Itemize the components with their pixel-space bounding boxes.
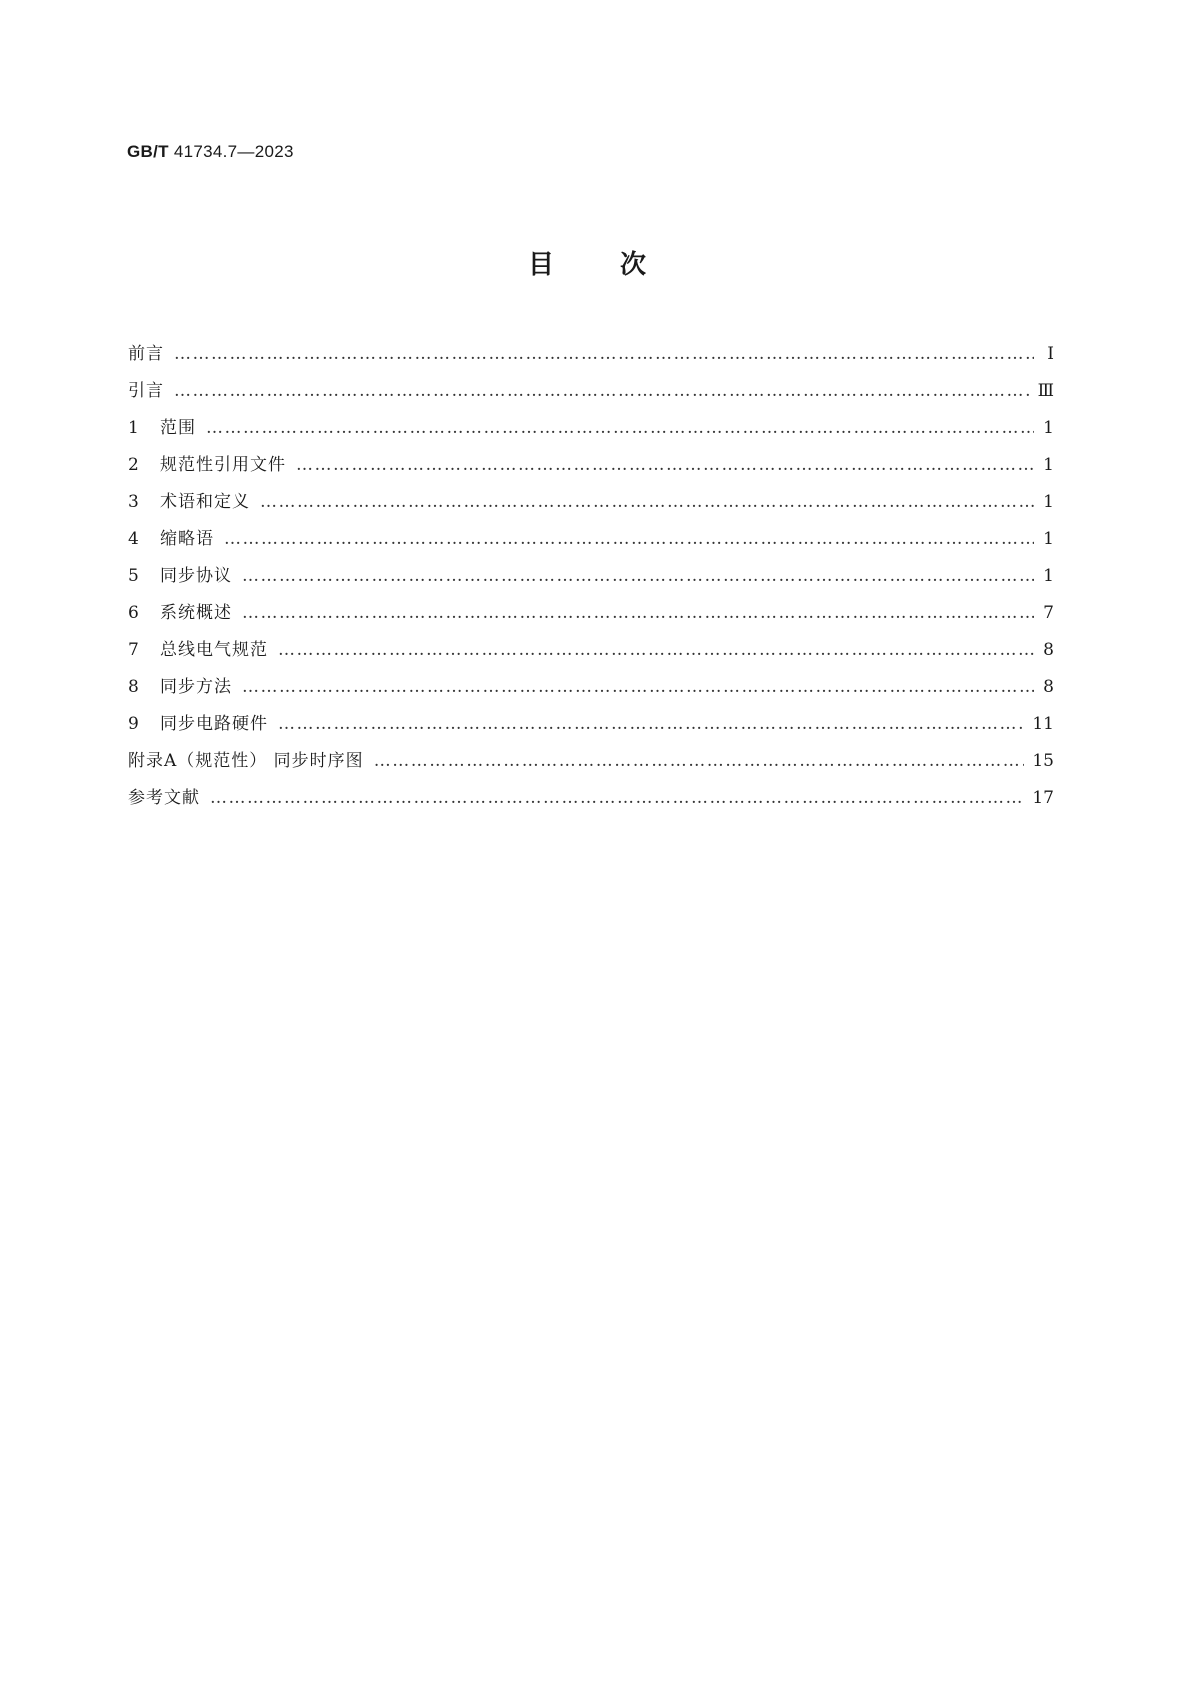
toc-leader-dots — [210, 788, 1024, 808]
toc-entry-abbreviations[interactable] — [128, 524, 1054, 561]
standard-code — [127, 142, 294, 162]
toc-entry-page: 7 — [1043, 603, 1054, 623]
toc-entry-sync-hardware[interactable] — [128, 709, 1054, 746]
toc-leader-dots — [206, 418, 1034, 438]
toc-entry-bibliography[interactable] — [128, 783, 1054, 820]
toc-entry-bus-electrical[interactable] — [128, 635, 1054, 672]
toc-entry-page: 8 — [1043, 640, 1054, 660]
toc-entry-page: 1 — [1043, 455, 1054, 475]
toc-entry-label: 缩略语 — [160, 529, 214, 549]
toc-entry-number: 5 — [128, 566, 139, 586]
toc-entry-normative-references[interactable] — [128, 450, 1054, 487]
toc-leader-dots — [174, 344, 1034, 364]
toc-leader-dots — [374, 751, 1025, 771]
toc-entry-page: 17 — [1032, 788, 1054, 808]
toc-entry-page: 1 — [1043, 529, 1054, 549]
toc-entry-page: 11 — [1032, 714, 1054, 734]
toc-leader-dots — [278, 640, 1034, 660]
toc-entry-page: 1 — [1043, 566, 1054, 586]
toc-entry-number: 2 — [128, 455, 139, 475]
toc-entry-label: 同步电路硬件 — [160, 714, 268, 734]
toc-leader-dots — [260, 492, 1034, 512]
toc-entry-page: 15 — [1032, 751, 1054, 771]
toc-entry-number: 7 — [128, 640, 139, 660]
toc-entry-number: 4 — [128, 529, 139, 549]
toc-entry-sync-method[interactable] — [128, 672, 1054, 709]
toc-entry-label: 总线电气规范 — [160, 640, 268, 660]
toc-entry-page: 1 — [1043, 492, 1054, 512]
toc-leader-dots — [174, 381, 1030, 401]
toc-entry-terms[interactable] — [128, 487, 1054, 524]
toc-entry-label: 范围 — [160, 418, 196, 438]
toc-entry-label: 引言 — [128, 381, 164, 401]
toc-entry-sync-protocol[interactable] — [128, 561, 1054, 598]
toc-entry-label: 同步协议 — [160, 566, 232, 586]
toc-leader-dots — [296, 455, 1034, 475]
toc-leader-dots — [278, 714, 1024, 734]
toc-entry-number: 9 — [128, 714, 139, 734]
toc-entry-number: 3 — [128, 492, 139, 512]
toc-leader-dots — [224, 529, 1034, 549]
toc-entry-page: Ⅲ — [1037, 381, 1054, 401]
toc-entry-label: 同步方法 — [160, 677, 232, 697]
toc-entry-page: 1 — [1043, 418, 1054, 438]
toc-entry-number: 6 — [128, 603, 139, 623]
toc-entry-system-overview[interactable] — [128, 598, 1054, 635]
toc-entry-number: 8 — [128, 677, 139, 697]
toc-entry-label: 附录A（规范性） 同步时序图 — [128, 751, 364, 771]
toc-entry-label: 参考文献 — [128, 788, 200, 808]
toc-entry-page: Ⅰ — [1047, 344, 1054, 364]
toc-entry-label: 前言 — [128, 344, 164, 364]
toc-leader-dots — [242, 566, 1034, 586]
standard-code-number: 41734.7—2023 — [173, 142, 294, 161]
toc-entry-preface[interactable] — [128, 339, 1054, 376]
toc-title: 目次 — [528, 250, 713, 280]
toc-entry-label: 术语和定义 — [160, 492, 250, 512]
toc-entry-label: 系统概述 — [160, 603, 232, 623]
toc-entry-scope[interactable] — [128, 413, 1054, 450]
toc-entry-number: 1 — [128, 418, 139, 438]
toc-entry-introduction[interactable] — [128, 376, 1054, 413]
toc-leader-dots — [242, 677, 1034, 697]
standard-code-prefix: GB/T — [127, 142, 169, 161]
toc-entry-label: 规范性引用文件 — [160, 455, 286, 475]
toc-entry-page: 8 — [1043, 677, 1054, 697]
toc-leader-dots — [242, 603, 1034, 623]
toc-entry-annex-a[interactable] — [128, 746, 1054, 783]
table-of-contents — [128, 339, 1054, 820]
